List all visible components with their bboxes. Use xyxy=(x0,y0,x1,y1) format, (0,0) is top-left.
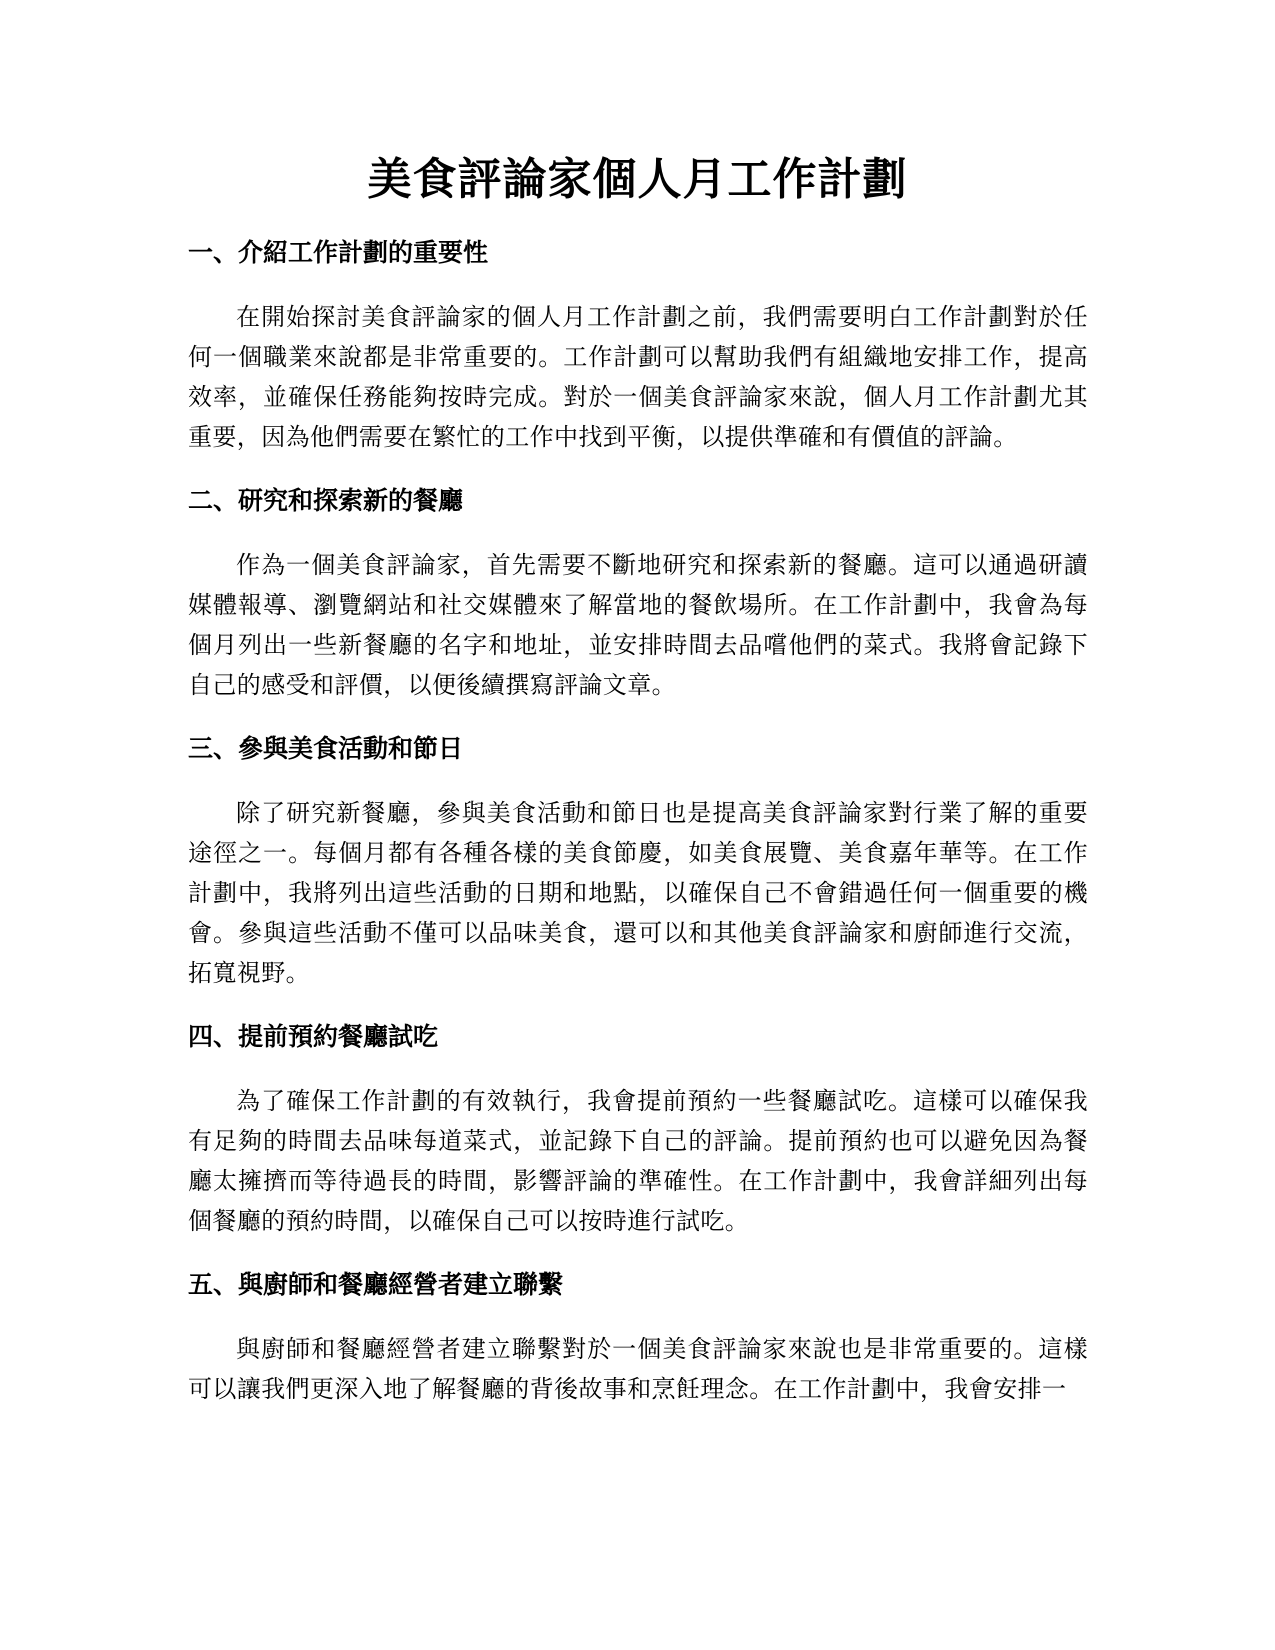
section-4-body: 為了確保工作計劃的有效執行，我會提前預約一些餐廳試吃。這樣可以確保我有足夠的時間去品味每道菜式，並記錄下自己的評論。提前預約也可以避免因為餐廳太擁擠而等待過長的時間，影響評論的準確性。在工作計劃中，我會詳細列出每個餐廳的預約時間，以確保自己可以按時進行試吃。 xyxy=(188,1087,1088,1235)
document-title: 美食評論家個人月工作計劃 xyxy=(367,154,908,205)
section-5-heading: 五、與廚師和餐廳經營者建立聯繫 xyxy=(188,1270,564,1299)
section-5-body: 與廚師和餐廳經營者建立聯繫對於一個美食評論家來說也是非常重要的。這樣可以讓我們更深入地了解餐廳的背後故事和烹飪理念。在工作計劃中，我會安排一 xyxy=(188,1335,1088,1403)
section-4-heading: 四、提前預約餐廳試吃 xyxy=(188,1022,439,1051)
section-2-body: 作為一個美食評論家，首先需要不斷地研究和探索新的餐廳。這可以通過研讀媒體報導、瀏覽網站和社交媒體來了解當地的餐飲場所。在工作計劃中，我會為每個月列出一些新餐廳的名字和地址，並安排時間去品嚐他們的菜式。我將會記錄下自己的感受和評價，以便後續撰寫評論文章。 xyxy=(188,551,1088,699)
section-1-heading: 一、介紹工作計劃的重要性 xyxy=(188,238,489,267)
section-3-heading: 三、參與美食活動和節日 xyxy=(188,734,464,763)
section-2-heading: 二、研究和探索新的餐廳 xyxy=(188,486,464,515)
section-3-body: 除了研究新餐廳，參與美食活動和節日也是提高美食評論家對行業了解的重要途徑之一。每個月都有各種各樣的美食節慶，如美食展覽、美食嘉年華等。在工作計劃中，我將列出這些活動的日期和地點，以確保自己不會錯過任何一個重要的機會。參與這些活動不僅可以品味美食，還可以和其他美食評論家和廚師進行交流，拓寬視野。 xyxy=(188,799,1088,987)
section-1-body: 在開始探討美食評論家的個人月工作計劃之前，我們需要明白工作計劃對於任何一個職業來說都是非常重要的。工作計劃可以幫助我們有組織地安排工作，提高效率，並確保任務能夠按時完成。對於一個美食評論家來說，個人月工作計劃尤其重要，因為他們需要在繁忙的工作中找到平衡，以提供準確和有價值的評論。 xyxy=(188,303,1088,451)
